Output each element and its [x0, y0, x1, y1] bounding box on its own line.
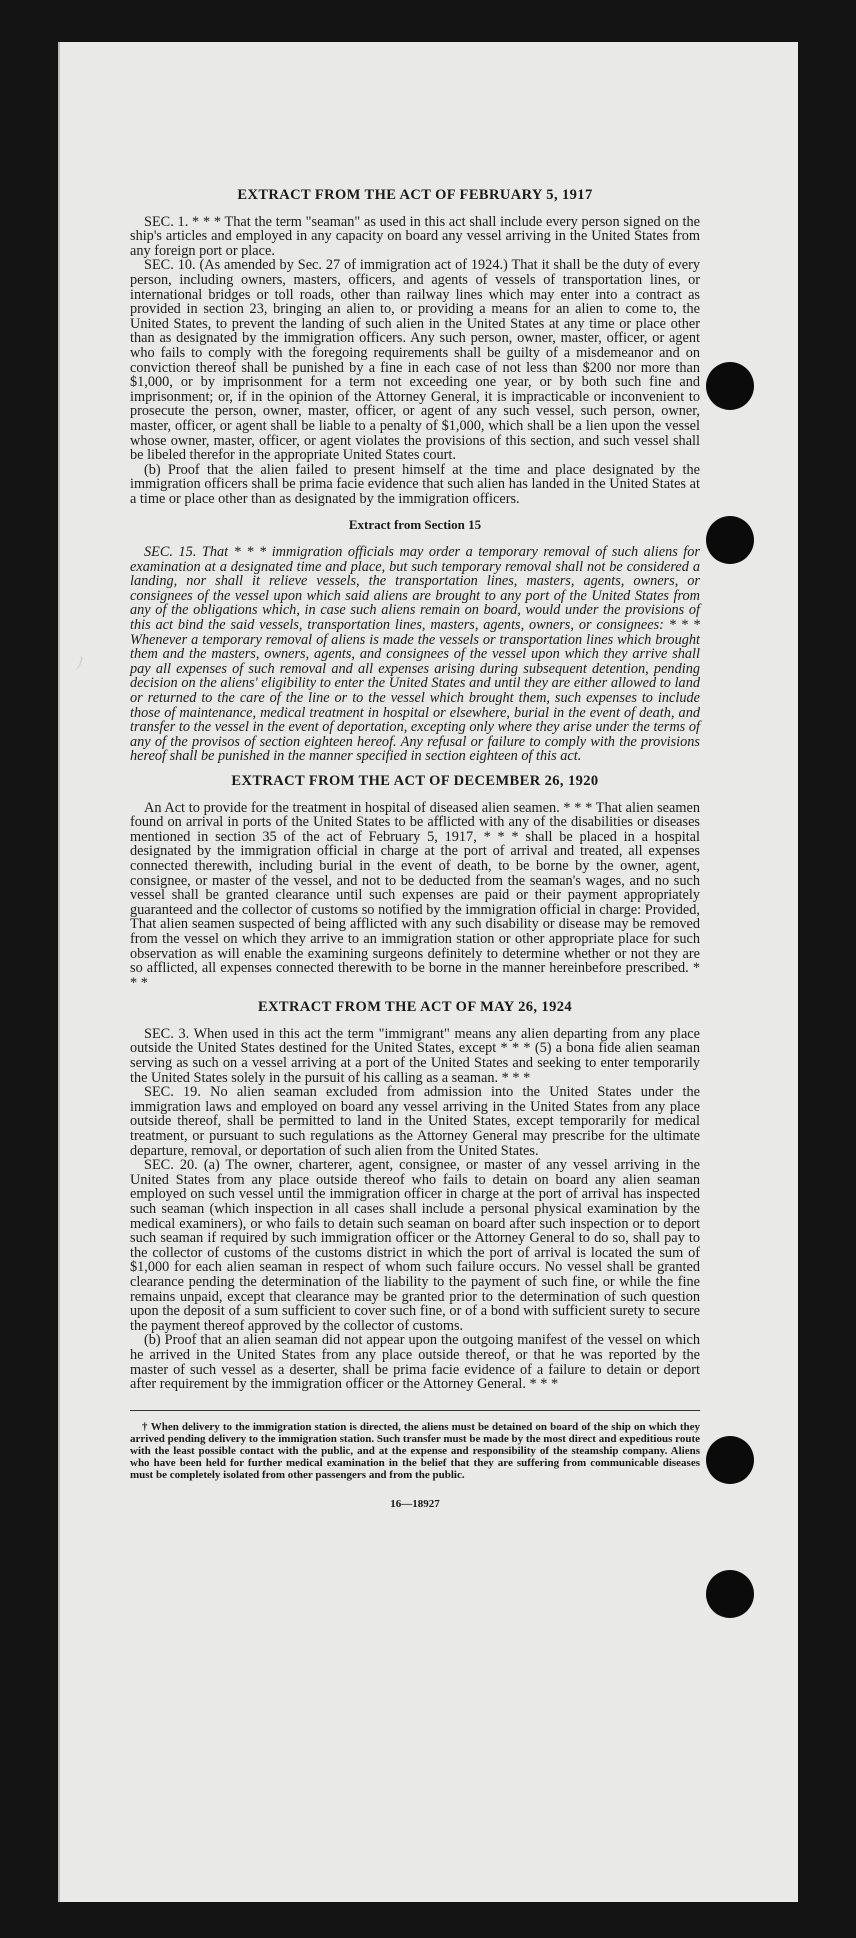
- divider: [130, 1410, 700, 1411]
- punch-hole: [706, 362, 754, 410]
- act-1920-text: An Act to provide for the treatment in hospital of diseased alien seamen. * * * That alien seamen found on arrival in ports of the United States to be afflicted with any of the disabilities or diseases mentioned in section 35 of the act of February 5, 1917, * * * shall be placed in a hospital designated by the immigration official in charge at the port of arrival and treated, all expenses connected therewith, including burial in the event of death, to be borne by the owner, agent, consignee, or master of the vessel, and not to be deducted from the seaman's wages, and no such vessel shall be granted clearance until such expenses are paid or their payment appropriately guaranteed and the collector of customs so notified by the immigration official in charge: Provided, That alien seamen suspected of being afflicted with any such disability or disease may be removed from the vessel on which they arrive to an immigration station or other appropriate place for such observation as will enable the examining surgeons definitely to determine whether or not they are so afflicted, all expenses connected therewith to be borne in the manner hereinbefore prescribed. * * *: [130, 799, 700, 991]
- punch-hole: [706, 516, 754, 564]
- footnote-text: † When delivery to the immigration station is directed, the aliens must be detained on board of the ship on which they arrived pending delivery to the immigration station. Such transfer must be made by the most direct and expeditious route with the least possible contact with the public, and at the expense and responsibility of the steamship company. Aliens who have been held for further medical examination in the belief that they are suffering from communicable diseases must be completely isolated from other passengers and from the public.: [130, 1420, 700, 1481]
- heading-act-1920: EXTRACT FROM THE ACT OF DECEMBER 26, 1920: [231, 772, 599, 789]
- punch-hole: [706, 1436, 754, 1484]
- section-20-b: (b) Proof that an alien seaman did not appear upon the outgoing manifest of the vessel on which he arrived in the United States from any place outside thereof, or that he was reported by the master of such vessel as a deserter, shall be prima facie evidence of a failure to detain or deport after requirement by the immigration officer or the Attorney General. * * *: [130, 1332, 700, 1393]
- section-1: SEC. 1. * * * That the term "seaman" as used in this act shall include every person signed on the ship's articles and employed in any capacity on board any vessel arriving in the United States from any foreign port or place.: [130, 213, 700, 259]
- section-10: SEC. 10. (As amended by Sec. 27 of immigration act of 1924.) That it shall be the duty of every person, including owners, masters, officers, and agents of vessels of transportation lines, or international bridges or toll roads, other than railway lines which may enter into a contract as provided in section 23, bringing an alien to, or providing a means for an alien to come to, the United States, to prevent the landing of such alien in the United States at any time or place other than as designated by the immigration officers. Any such person, owner, master, officer, or agent who fails to comply with the foregoing requirements shall be guilty of a misdemeanor and on conviction thereof shall be punished by a fine in each case of not less than $200 nor more than $1,000, or by imprisonment for a term not exceeding one year, or by both such fine and imprisonment; or, if in the opinion of the Attorney General, it is impracticable or inconvenient to prosecute the person, owner, master, officer, or agent of any such vessel, such person, owner, master, officer, or agent shall be liable to a penalty of $1,000, which shall be a lien upon the vessel whose owner, master, officer, or agent violates the provisions of this section, and such vessel shall be libeled therefor in the appropriate United States court.: [130, 257, 700, 464]
- section-3: SEC. 3. When used in this act the term "immigrant" means any alien departing from any place outside the United States destined for the United States, except * * * (5) a bona fide alien seaman serving as such on a vessel arriving at a port of the United States and seeking to enter temporarily the United States solely in the pursuit of his calling as a seaman. * * *: [130, 1025, 700, 1086]
- edge-mark: ﾉ: [75, 654, 84, 675]
- heading-act-1924: EXTRACT FROM THE ACT OF MAY 26, 1924: [257, 999, 573, 1016]
- section-10-b: (b) Proof that the alien failed to present himself at the time and place designated by the immigration officers shall be prima facie evidence that such alien has landed in the United States at a time or place other than as designated by the immigration officers.: [130, 461, 700, 507]
- form-code: 16—18927: [390, 1497, 440, 1510]
- section-15: SEC. 15. That * * * immigration officials may order a temporary removal of such aliens for examination at a designated time and place, but such temporary removal shall not be considered a landing, nor shall it relieve vessels, the transportation lines, masters, agents, owners, or consignees of the vessel upon which said aliens are brought to any port of the United States from any of the obligations which, in case such aliens remain on board, would under the provisions of this act bind the said vessels, transportation lines, masters, agents, owners, or consignees: * * * Whenever a temporary removal of aliens is made the vessels or transportation lines which brought them and the masters, owners, agents, and consignees of the vessel upon which they arrive shall pay all expenses of such removal and all expenses arising during subsequent detention, pending decision on the aliens' eligibility to enter the United States and until they are either allowed to land or returned to the care of the line or to the vessel which brought them, such expenses to include those of maintenance, medical treatment in hospital or elsewhere, burial in the event of death, and transfer to the vessel in the event of deportation, excepting only where they arise under the terms of any of the provisos of section eighteen hereof. Any refusal or failure to comply with the provisions hereof shall be punished in the manner specified in section eighteen of this act.: [130, 544, 700, 765]
- section-20: SEC. 20. (a) The owner, charterer, agent, consignee, or master of any vessel arriving in the United States from any place outside thereof who fails to detain on board any alien seaman employed on such vessel until the immigration officer in charge at the port of arrival has inspected such seaman (which inspection in all cases shall include a personal physical examination by the medical examiners), or who fails to detain such seaman on board after such inspection or to deport such seaman if required by such immigration officer or the Attorney General to do so, shall pay to the collector of customs of the customs district in which the port of arrival is located the sum of $1,000 for each alien seaman in respect of whom such failure occurs. No vessel shall be granted clearance pending the determination of the liability to the payment of such fine, or while the fine remains unpaid, except that clearance may be granted prior to the determination of such question upon the deposit of a sum sufficient to cover such fine, or of a bond with sufficient surety to secure the payment thereof approved by the collector of customs.: [130, 1157, 700, 1334]
- footnote: [130, 1421, 700, 1481]
- heading-act-1917: EXTRACT FROM THE ACT OF FEBRUARY 5, 1917: [237, 187, 593, 203]
- punch-hole: [706, 1570, 754, 1618]
- heading-section-15: Extract from Section 15: [348, 517, 482, 533]
- document-body: [130, 180, 700, 1511]
- section-19: SEC. 19. No alien seaman excluded from admission into the United States under the immigration laws and employed on board any vessel arriving in the United States from any place outside thereof, shall be permitted to land in the United States, except temporarily for medical treatment, or pursuant to such regulations as the Attorney General may prescribe for the ultimate departure, removal, or deportation of such alien from the United States.: [130, 1084, 700, 1159]
